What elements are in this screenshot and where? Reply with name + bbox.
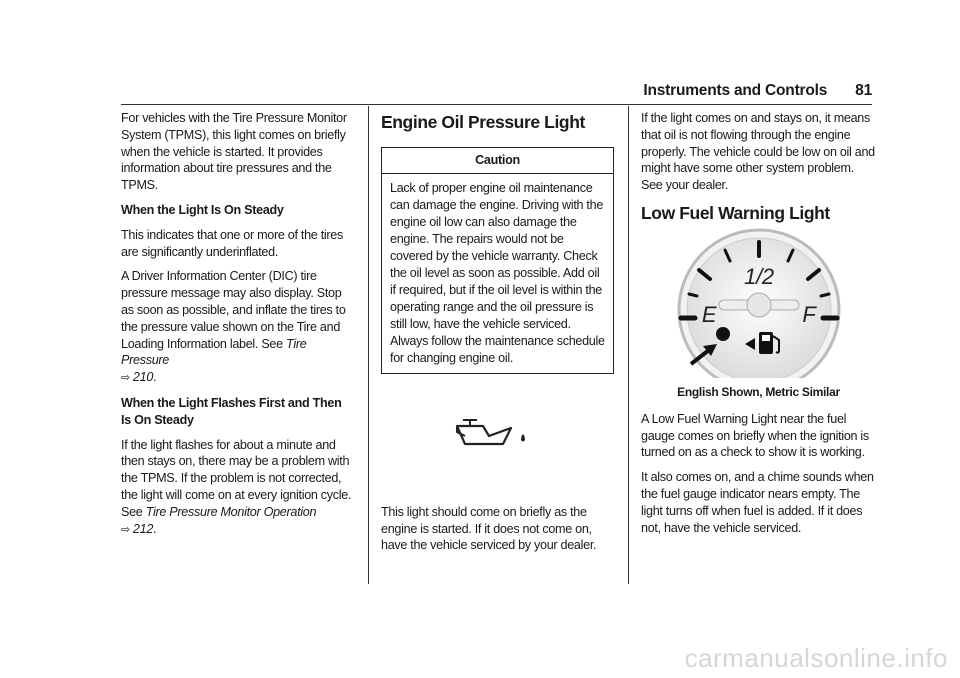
fuel-gauge: [659, 228, 859, 378]
low-fuel-check-paragraph: A Low Fuel Warning Light near the fuel gauge comes on briefly when the ignition is turned on as a check to show it is working.: [641, 411, 869, 460]
column-2: [381, 111, 614, 562]
page-ref-icon: ⇨: [121, 523, 130, 536]
warning-light: [716, 327, 730, 341]
section-title: Instruments and Controls: [643, 82, 828, 99]
tpms-intro-paragraph: For vehicles with the Tire Pressure Monitor System (TPMS), this light comes on briefly when the vehicle is started. It provides information about tire pressures and the TPMS.: [121, 111, 347, 193]
flash-text: If the light flashes for about a minute and then stays on, there may be a problem with the TPMS. If the problem is not corrected, the light will come on at every ignition cycle. See: [121, 437, 352, 519]
caution-title: Caution: [382, 148, 613, 174]
low-fuel-chime-paragraph: It also comes on, and a chime sounds when the fuel gauge indicator nears empty. The light turns off when fuel is added. If it does not, have the vehicle serviced.: [641, 470, 874, 535]
header-rule: [121, 104, 872, 105]
column-1: [121, 110, 354, 546]
oil-icon-area: [381, 374, 614, 504]
figure-caption: English Shown, Metric Similar: [677, 384, 840, 399]
dic-text: A Driver Information Center (DIC) tire pressure message may also display. Stop as soon as possible, and inflate the tires to the pressure value shown on the Tire and Loading Information label. See: [121, 269, 346, 351]
page-number: 81: [855, 82, 872, 99]
gauge-full-label: F: [802, 301, 816, 327]
gauge-half-label: 1/2: [744, 263, 774, 289]
low-fuel-heading: Low Fuel Warning Light: [641, 202, 830, 223]
column-divider-2: [628, 106, 629, 584]
watermark: carmanualsonline.info: [684, 643, 948, 673]
caution-body: Lack of proper engine oil maintenance can damage the engine. Driving with the engine oil low can also damage the engine. The repairs would not be covered by the vehicle warranty. Check the oil level as soon as possible. Add oil if required, but if the oil level is within the operating range and the oil pressure is still low, have the vehicle serviced. Always follow the maintenance schedule for changing engine oil.: [390, 180, 605, 365]
steady-paragraph: This indicates that one or more of the tires are significantly underinflated.: [121, 227, 343, 259]
tpms-operation-page[interactable]: 212: [132, 521, 154, 536]
tpms-operation-link[interactable]: Tire Pressure Monitor Operation: [145, 504, 317, 519]
oil-flow-paragraph: If the light comes on and stays on, it means that oil is not flowing through the engine properly. The vehicle could be low on oil and might have some other system problem. See your dealer.: [641, 111, 875, 193]
page-ref-icon: ⇨: [121, 372, 130, 385]
page-header: [643, 82, 872, 100]
fuel-gauge-figure: [641, 224, 876, 380]
oil-light-paragraph: This light should come on briefly as the engine is started. If it does not come on, have the vehicle serviced by your dealer.: [381, 504, 597, 553]
flash-paragraph: If the light flashes for about a minute and then stays on, there may be a problem with the TPMS. If the problem is not corrected, the light will come on at every ignition cycle. See Tire Pressure Monitor Operation ⇨ 212.: [121, 437, 352, 536]
oil-can-icon: [455, 414, 535, 454]
dic-paragraph: A Driver Information Center (DIC) tire pressure message may also display. Stop as soon as possible, and inflate the tires to the pressure value shown on the Tire and Loading Information label. See Tire Pressure ⇨ 210.: [121, 269, 346, 385]
caution-box: [381, 147, 614, 374]
gauge-empty-label: E: [701, 301, 717, 327]
oil-pressure-heading: Engine Oil Pressure Light: [381, 112, 585, 132]
subheading-flashes: When the Light Flashes First and Then Is On Steady: [121, 395, 342, 427]
subheading-steady: When the Light Is On Steady: [121, 202, 284, 217]
tire-pressure-link[interactable]: Tire Pressure: [121, 336, 307, 368]
column-divider-1: [368, 106, 369, 584]
tire-pressure-page[interactable]: 210: [132, 370, 154, 385]
column-3: [641, 110, 876, 544]
